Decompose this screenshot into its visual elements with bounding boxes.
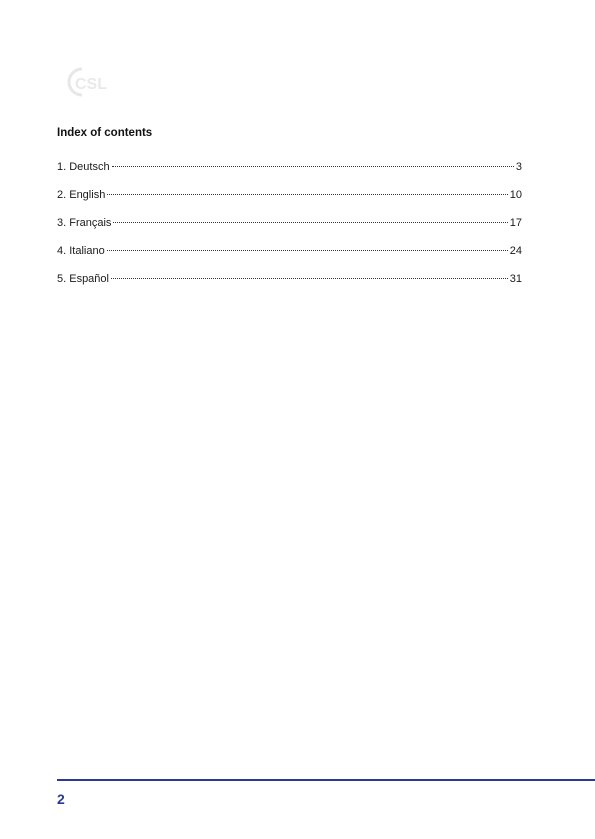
toc-dot-leader (107, 250, 508, 251)
toc-entry-francais[interactable] (57, 217, 522, 245)
toc-dot-leader (112, 166, 514, 167)
table-of-contents (57, 161, 522, 301)
toc-entry-espanol[interactable] (57, 273, 522, 301)
toc-entry-page: 3 (515, 161, 522, 173)
toc-entry-title: 2. English (57, 189, 106, 201)
toc-entry-title: 1. Deutsch (57, 161, 110, 173)
footer-divider (57, 779, 595, 781)
toc-dot-leader (107, 194, 507, 195)
toc-entry-page: 24 (509, 245, 522, 257)
toc-dot-leader (113, 222, 507, 223)
toc-entry-english[interactable] (57, 189, 522, 217)
page-number: 2 (57, 791, 65, 807)
toc-dot-leader (111, 278, 508, 279)
toc-entry-title: 5. Español (57, 273, 109, 285)
toc-entry-deutsch[interactable] (57, 161, 522, 189)
toc-entry-italiano[interactable] (57, 245, 522, 273)
toc-entry-title: 4. Italiano (57, 245, 105, 257)
toc-entry-page: 17 (509, 217, 522, 229)
toc-entry-title: 3. Français (57, 217, 112, 229)
svg-text:CSL: CSL (75, 76, 107, 93)
toc-entry-page: 10 (509, 189, 522, 201)
csl-logo-icon (62, 64, 142, 100)
toc-entry-page: 31 (509, 273, 522, 285)
toc-heading: Index of contents (57, 127, 153, 139)
